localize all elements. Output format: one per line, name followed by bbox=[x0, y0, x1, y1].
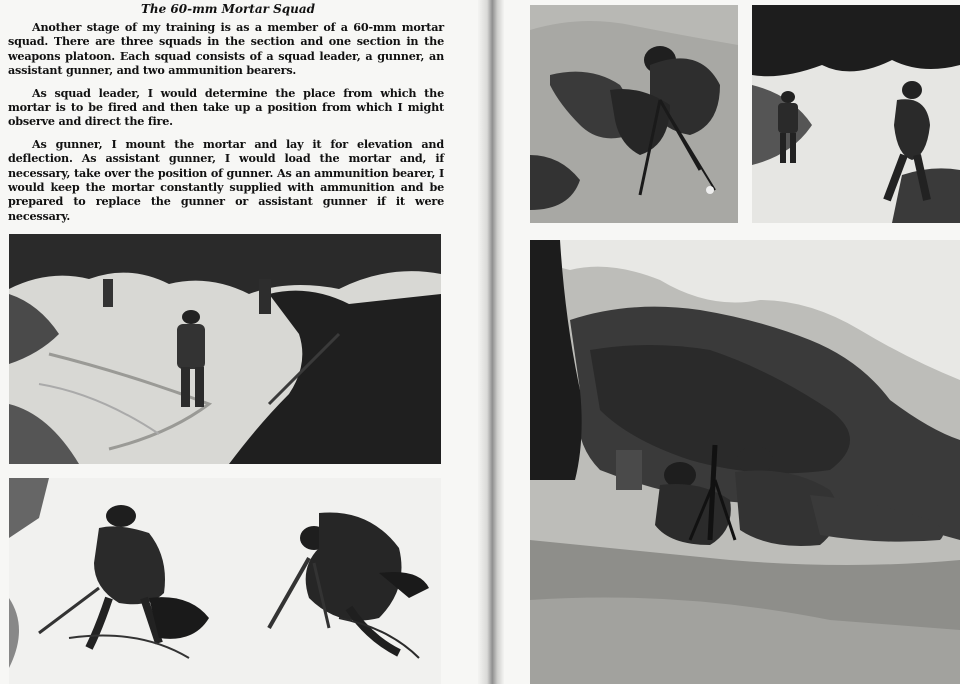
paragraph-3: As gunner, I mount the mortar and lay it for elevation and deflection. As assistant gunner, I would load the mortar and, if necessary, take over the position of gunner. As an ammunition bearer, I would keep the mortar constantly supplied with ammunition and be prepared to replace the gunner or assistant gunner if it were necessary. bbox=[8, 136, 444, 223]
photo-soldiers-on-trail bbox=[9, 234, 441, 464]
paragraph-2: As squad leader, I would determine the place from which the mortar is to be fired and then take up a position from which I might observe and direct the fire. bbox=[8, 85, 444, 129]
photo-mortar-crew-bending bbox=[9, 478, 441, 684]
right-page bbox=[504, 0, 960, 684]
body-text bbox=[8, 20, 444, 231]
photo-mortar-crew-firing-position bbox=[530, 240, 960, 684]
paragraph-1: Another stage of my training is as a member of a 60-mm mortar squad. There are three squads in the section and one section in the weapons platoon. Each squad consists of a squad leader, a gunner, an assistant gunner, and two ammunition bearers. bbox=[8, 20, 444, 78]
photo-soldiers-walking bbox=[752, 5, 960, 223]
photo-mortar-aerial-view bbox=[530, 5, 738, 223]
page-title: The 60-mm Mortar Squad bbox=[140, 2, 316, 16]
book-gutter bbox=[478, 0, 504, 684]
